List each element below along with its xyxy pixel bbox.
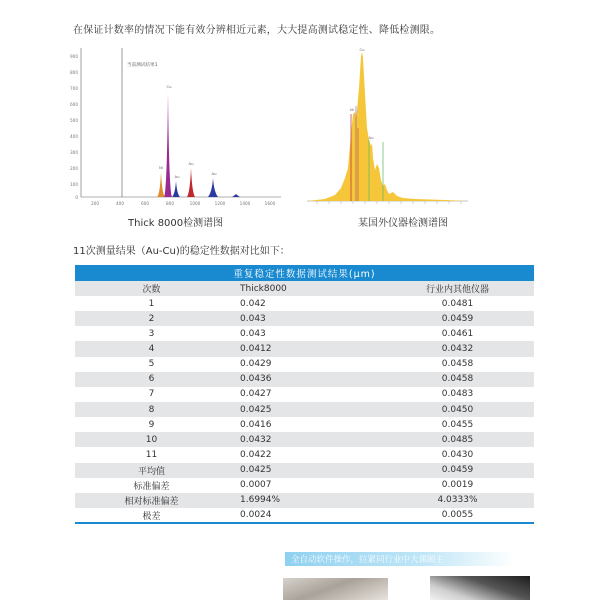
table-cell: 6 bbox=[75, 372, 228, 387]
table-row bbox=[75, 357, 534, 372]
table-cell: 0.0055 bbox=[381, 508, 534, 523]
table-cell: 1.6994% bbox=[228, 493, 381, 508]
x-tick-label: 800 bbox=[166, 201, 174, 206]
table-row bbox=[75, 417, 534, 432]
table-cell: 8 bbox=[75, 402, 228, 417]
table-cell: 0.0458 bbox=[381, 372, 534, 387]
peak-au-2 bbox=[208, 178, 218, 197]
table-cell: 平均值 bbox=[75, 463, 228, 478]
y-tick-label: 200 bbox=[70, 166, 78, 171]
spectrum-fill bbox=[307, 52, 468, 201]
table-cell: 0.043 bbox=[228, 311, 381, 326]
table-cell: 4 bbox=[75, 341, 228, 356]
x-tick-label: 400 bbox=[116, 201, 124, 206]
table-cell: 0.0483 bbox=[441, 389, 474, 400]
y-tick-label: 100 bbox=[70, 182, 78, 187]
table-row bbox=[75, 387, 534, 402]
table-cell: 0.0459 bbox=[381, 311, 534, 326]
table-header-row bbox=[75, 281, 534, 296]
thick8000-spectrum-chart bbox=[69, 44, 284, 210]
table-cell: 11 bbox=[145, 449, 158, 460]
table-row bbox=[75, 341, 534, 356]
peak-label: Ni bbox=[159, 165, 163, 170]
table-row bbox=[75, 478, 534, 493]
table-cell: 0.0432 bbox=[381, 341, 534, 356]
header-cell: 行业内其他仪器 bbox=[381, 281, 534, 296]
table-row bbox=[75, 326, 534, 341]
table-cell: 0.0450 bbox=[381, 402, 534, 417]
peak-au-1 bbox=[187, 168, 195, 197]
x-tick-label: 1400 bbox=[239, 201, 251, 206]
table-cell: 0.0459 bbox=[381, 463, 534, 478]
left-spectrum-svg bbox=[69, 44, 284, 210]
product-photo-1 bbox=[283, 578, 388, 600]
table-cell: 标准偏差 bbox=[133, 481, 170, 492]
right-chart-caption: 某国外仪器检测谱图 bbox=[358, 218, 448, 229]
table-cell: 0.0024 bbox=[228, 508, 381, 523]
product-photo-2 bbox=[430, 576, 530, 600]
intro-text: 在保证计数率的情况下能有效分辨相近元素，大大提高测试稳定性、降低检测限。 bbox=[73, 25, 441, 36]
y-tick-label: 400 bbox=[70, 134, 78, 139]
peak-ni bbox=[157, 172, 165, 197]
table-cell: 极差 bbox=[75, 508, 228, 523]
table-cell: 0.0458 bbox=[441, 359, 474, 370]
peak-label: Au bbox=[188, 161, 194, 166]
table-cell: 2 bbox=[75, 311, 228, 326]
table-cell: 0.0430 bbox=[441, 449, 474, 460]
peak-label: Au bbox=[174, 174, 180, 179]
table-cell: 0.0422 bbox=[240, 449, 272, 460]
table-row bbox=[75, 508, 534, 523]
table-cell: 0.0416 bbox=[240, 419, 272, 430]
table-cell: 0.0429 bbox=[240, 359, 272, 370]
stability-table bbox=[75, 265, 534, 524]
table-cell: 0.0455 bbox=[441, 419, 474, 430]
table-cell: 0.0436 bbox=[228, 372, 381, 387]
left-chart-caption: Thick 8000检测谱图 bbox=[128, 218, 224, 229]
table-row bbox=[75, 432, 534, 447]
table-cell: 相对标准偏差 bbox=[75, 493, 228, 508]
inner-label: 当前测试结果1 bbox=[127, 63, 158, 68]
table-cell: 0.042 bbox=[240, 298, 266, 309]
x-tick-label: 200 bbox=[91, 201, 99, 206]
x-tick-label: 1000 bbox=[189, 201, 201, 206]
table-row bbox=[75, 402, 534, 417]
table-cell: 0.0427 bbox=[240, 389, 272, 400]
table-row bbox=[75, 296, 534, 311]
table-cell: 0.0432 bbox=[228, 432, 381, 447]
peak-small-2 bbox=[232, 194, 240, 197]
y-tick-label: 800 bbox=[70, 70, 78, 75]
table-cell: 4.0333% bbox=[381, 493, 534, 508]
table-cell: 0.043 bbox=[240, 328, 266, 339]
peak-cu bbox=[164, 92, 172, 197]
table-cell: 0.0425 bbox=[228, 402, 381, 417]
table-cell: 9 bbox=[148, 419, 155, 430]
table-title-row bbox=[75, 265, 534, 281]
peak-label: Au bbox=[211, 171, 217, 176]
foreign-spectrum-chart bbox=[305, 48, 470, 206]
table-cell: 10 bbox=[75, 432, 228, 447]
table-row bbox=[75, 447, 534, 462]
header-cell: 次数 bbox=[75, 281, 228, 296]
table-cell: 0.0425 bbox=[228, 463, 381, 478]
table-cell: 0.0485 bbox=[381, 432, 534, 447]
table-cell: 3 bbox=[148, 328, 155, 339]
x-tick-label: 600 bbox=[141, 201, 149, 206]
table-cell: 0.0481 bbox=[441, 298, 474, 309]
peak-small-1 bbox=[172, 181, 180, 197]
peak-label: Au bbox=[368, 135, 374, 140]
y-tick-label: 0 bbox=[75, 195, 78, 200]
y-tick-label: 300 bbox=[70, 150, 78, 155]
table-row bbox=[75, 493, 534, 508]
y-tick-label: 500 bbox=[70, 118, 78, 123]
banner-text: 全自动软件操作，拉紧同行业中大课顾主 bbox=[291, 555, 445, 565]
x-tick-label: 1600 bbox=[264, 201, 276, 206]
table-row bbox=[75, 372, 534, 387]
table-row bbox=[75, 311, 534, 326]
table-cell: 0.0019 bbox=[441, 480, 474, 491]
table-cell: 1 bbox=[148, 298, 155, 309]
x-tick-label: 1200 bbox=[214, 201, 226, 206]
peak-label: Cu bbox=[359, 48, 365, 52]
table-cell: 7 bbox=[148, 389, 155, 400]
table-cell: 5 bbox=[148, 359, 155, 370]
peak-label: Cu bbox=[166, 84, 172, 89]
table-row bbox=[75, 463, 534, 478]
right-spectrum-svg bbox=[305, 48, 470, 206]
table-cell: 0.0461 bbox=[441, 328, 474, 339]
y-tick-label: 600 bbox=[70, 102, 78, 107]
y-tick-label: 700 bbox=[70, 86, 78, 91]
table-cell: 0.0412 bbox=[228, 341, 381, 356]
table-cell: 0.0007 bbox=[240, 480, 272, 491]
footer-banner bbox=[285, 552, 515, 566]
y-tick-label: 900 bbox=[70, 54, 78, 59]
header-cell: Thick8000 bbox=[228, 281, 381, 296]
peak-label: Ni bbox=[350, 107, 354, 112]
table-heading: 11次测量结果（Au-Cu)的稳定性数据对比如下： bbox=[73, 246, 290, 257]
table-title: 重复稳定性数据测试结果(μm) bbox=[75, 265, 534, 281]
